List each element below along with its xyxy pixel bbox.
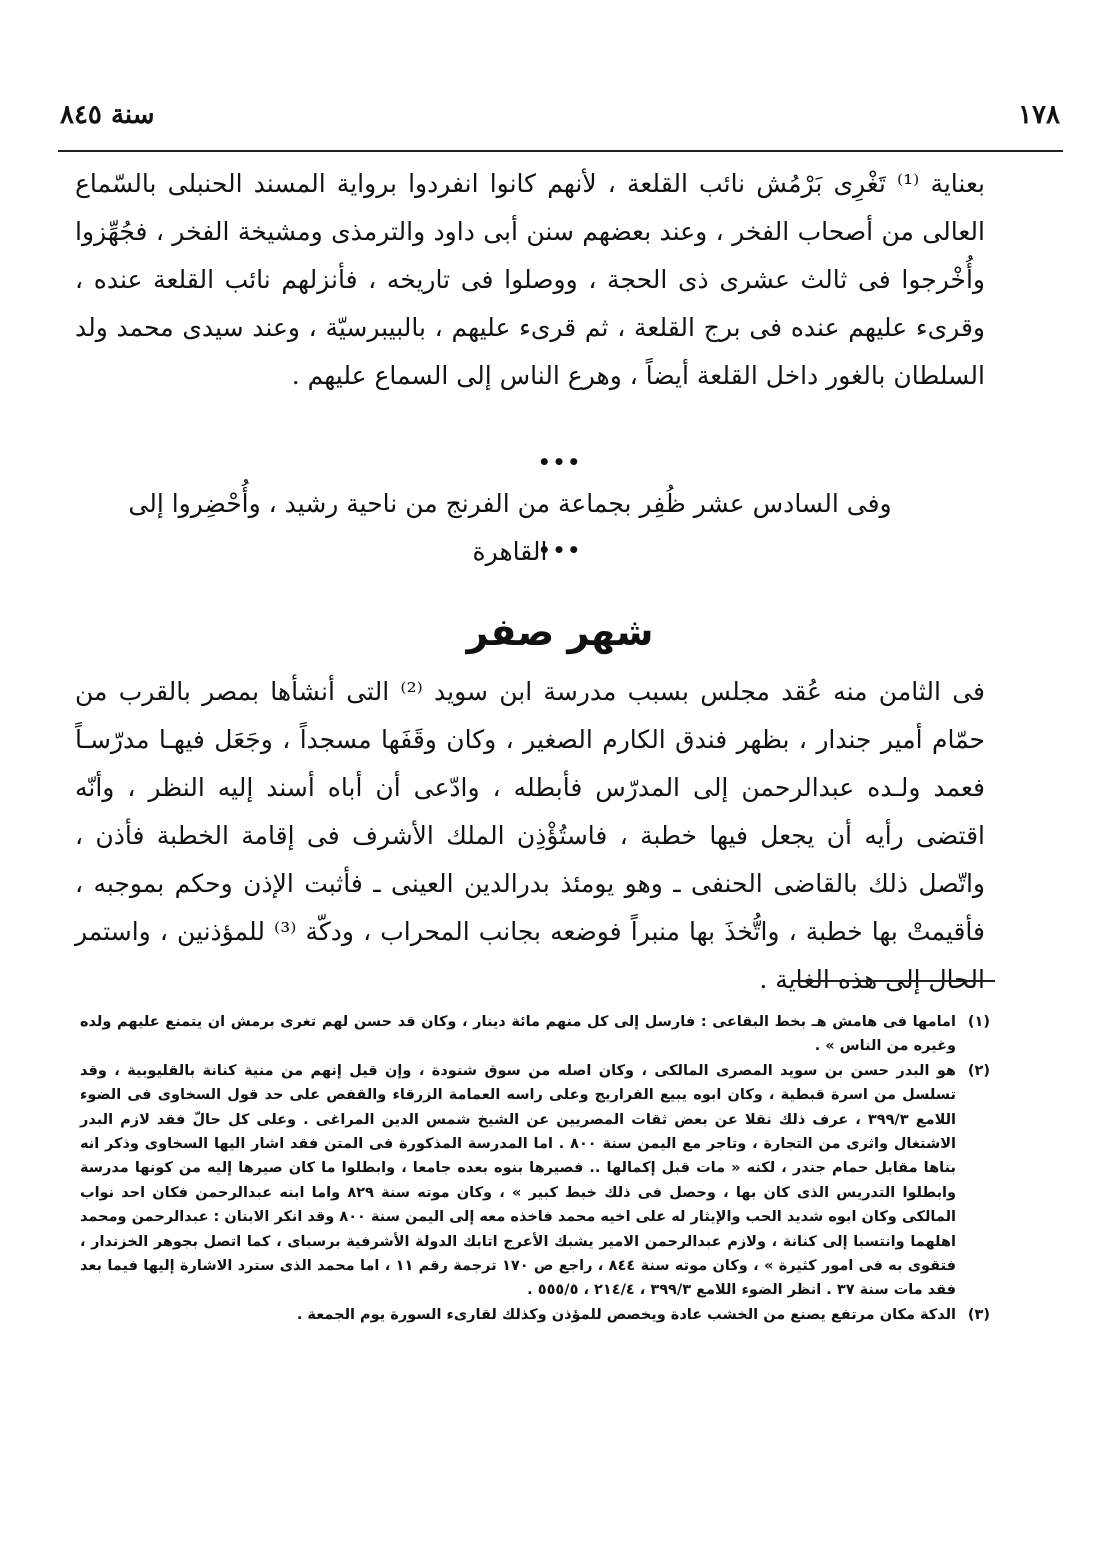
footnote-text: هو البدر حسن بن سويد المصرى المالكى ، وكان اصله من سوق شنودة ، وإن قيل إنهم من منية كنانة بالقليوبية ، وقد تسلسل من اسرة قبطية ، وكان ابوه يبيع الفراريج وعلى راسه العمامة الزرقاء والقفص على حد قول السخاوى فى الضوء اللامع ٣٩٩/٣ ، عرف ذلك نقلا عن بعض ثقات المصريين عن الشيخ شمس الدين المراغى . وعلى كل حالّ فقد لازم البدر الاشتغال واثرى من التجارة ، وتاجر مع اليمن سنة ٨٠٠ . اما المدرسة المذكورة فى المتن فقد اشار اليها السخاوى وذكر انه بناها مقابل حمام جندر ، لكنه « مات قبل إكمالها .. فصيرها بنوه بعده جامعا ، وابطلوا ما كان صيرها إليه من كونها مدرسة وابطلوا التدريس الذى كان بها ، وحصل فى ذلك خبط كبير » ، وكان موته سنة ٨٢٩ واما ابنه عبدالرحمن فكان احد نواب المالكى وكان ابوه شديد الحب والإيثار له على اخيه محمد فاخذه معه إلى اليمن سنة ٨٠٠ وقد انكر الابنان : عبدالرحمن ومحمد اهلهما وانتسبا إلى كنانة ، ولازم عبدالرحمن الامير يشبك الأعرج اتابك الدولة الأشرفية برسباى ، كما اتصل بجوهر الخزندار ، فتقوى به فى امور كثيرة » ، وكان موته سنة ٨٤٤ ، راجع ص ١٧٠ ترجمة رقم ١١ ، اما محمد الذى سترد الاشارة إليها فيما بعد فقد مات سنة ٣٧ . انظر الضوء اللامع ٣٩٩/٣ ، ٢١٤/٤ ، ٥٥٥/٥ . xyxy=(80,1062,957,1299)
header-divider xyxy=(58,150,1063,152)
footnote-number: (١) xyxy=(967,1014,990,1030)
footnote-2 xyxy=(80,1059,990,1303)
footnote-divider xyxy=(792,980,995,982)
section-title: شهر صفر xyxy=(466,610,654,654)
ornament-separator-1: ••• xyxy=(537,450,583,474)
footnote-1 xyxy=(80,1010,990,1059)
page-header xyxy=(60,100,1060,140)
paragraph-3: فى الثامن منه عُقد مجلس بسبب مدرسة ابن سويد ⁽²⁾ التى أنشأها بمصر بالقرب من حمّام أمير جندار ، بظهر فندق الكارم الصغير ، وكان وقَفَها مسجداً ، وجَعَل فيهـا مدرّسـاً فعمد ولـده عبدالرحمن إلى المدرّس فأبطله ، وادّعى أن أباه أسند إليه النظر ، وأنّه اقتضى رأيه أن يجعل فيها خطبة ، فاستُؤْذِن الملك الأشرف فى إقامة الخطبة فأذن ، واتّصل ذلك بالقاضى الحنفى ـ وهو يومئذ بدرالدين العينى ـ فأثبت الإذن وحكم بموجبه ، فأقيمتْ بها خطبة ، واتُّخذَ بها منبراً فوضعه بجانب المحراب ، ودكّة ⁽³⁾ للمؤذنين ، واستمر الحال إلى هذه الغاية . xyxy=(75,677,986,994)
footnote-number: (٢) xyxy=(967,1062,990,1079)
footnote-text: الدكة مكان مرتفع يصنع من الخشب عادة ويخصص للمؤذن وكذلك لقارىء السورة يوم الجمعة . xyxy=(296,1306,956,1323)
page-number: ١٧٨ xyxy=(1018,100,1060,130)
footnotes xyxy=(80,1010,990,1327)
running-head-year: سنة ٨٤٥ xyxy=(60,100,155,130)
footnote-text: امامها فى هامش هـ بخط البقاعى : فارسل إلى كل منهم مائة دينار ، وكان قد حسن لهم تغرى برمش ان يتمنع عليهم ولده وغيره من الناس » . xyxy=(80,1014,956,1055)
paragraph-1: بعناية ⁽¹⁾ تَغْرِى بَرْمُش نائب القلعة ، لأنهم كانوا انفردوا برواية المسند الحنبلى بالسّماع العالى من أصحاب الفخر ، وعند بعضهم سنن أبى داود والترمذى ومشيخة الفخر ، فجُهِّزوا وأُخْرجوا فى ثالث عشرى ذى الحجة ، ووصلوا فى تاريخه ، فأنزلهم نائب القلعة عنده ، وقرىء عليهم عنده فى برج القلعة ، ثم قرىء عليهم ، بالبيبرسيّة ، وعند سيدى محمد ولد السلطان بالغور داخل القلعة أيضاً ، وهرع الناس إلى السماع عليهم . xyxy=(75,169,985,390)
footnote-3 xyxy=(80,1303,990,1327)
ornament-separator-2: ••• xyxy=(537,538,583,562)
footnote-number: (٣) xyxy=(967,1306,990,1323)
paragraph-2: وفى السادس عشر ظُفِر بجماعة من الفرنج من ناحية رشيد ، وأُحْضِروا إلى القاهرة xyxy=(128,489,892,566)
